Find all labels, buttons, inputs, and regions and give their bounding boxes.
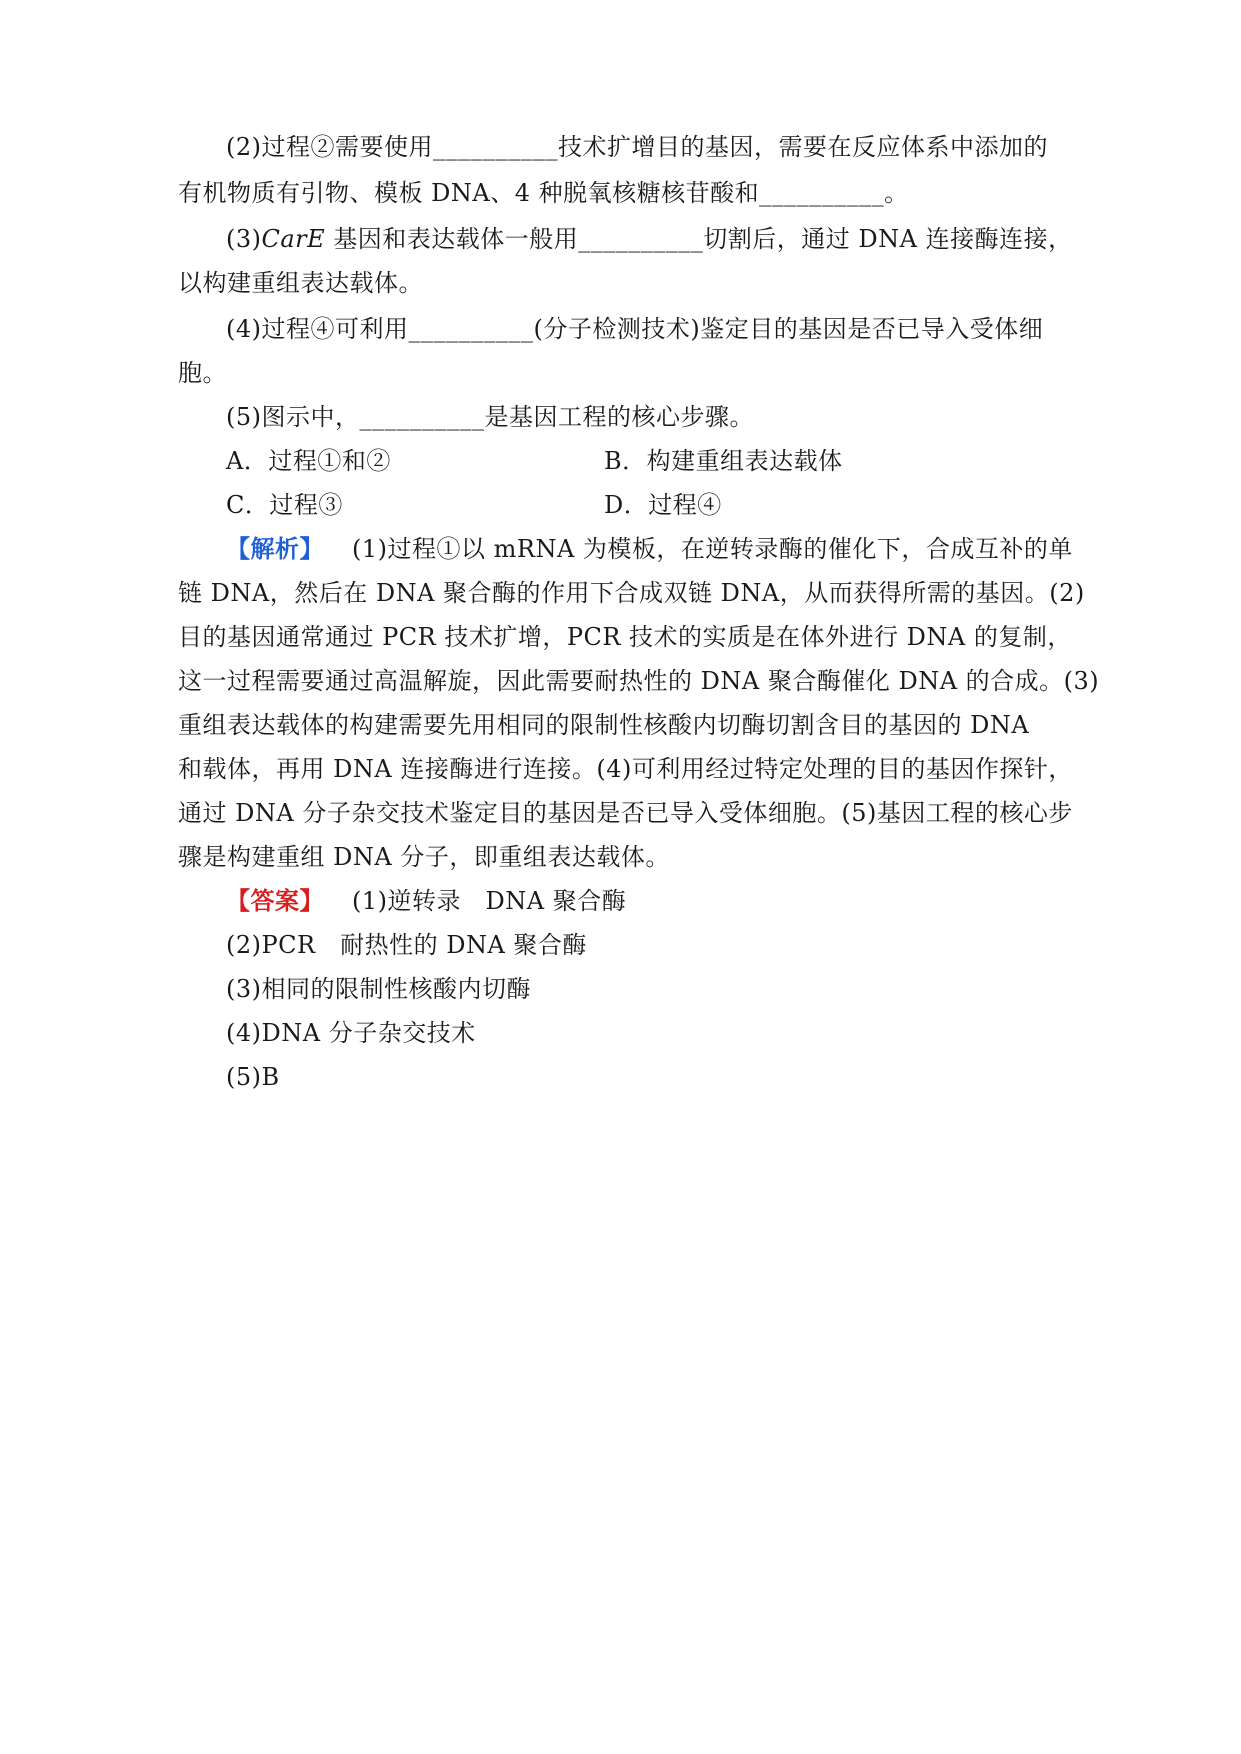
analysis-line-3: 目的基因通常通过 PCR 技术扩增，PCR 技术的实质是在体外进行 DNA 的复制， xyxy=(178,623,1072,651)
question-3-line-1 xyxy=(226,222,1126,256)
question-5: (5)图示中，__________是基因工程的核心步骤。 xyxy=(226,403,754,431)
answer-4: (4)DNA 分子杂交技术 xyxy=(226,1019,476,1047)
analysis-tag: 【解析】 xyxy=(226,534,324,563)
analysis-line-7: 通过 DNA 分子杂交技术鉴定目的基因是否已导入受体细胞。(5)基因工程的核心步 xyxy=(178,799,1073,827)
question-4-line-2: 胞。 xyxy=(178,359,227,387)
analysis-line-6: 和载体，再用 DNA 连接酶进行连接。(4)可利用经过特定处理的目的基因作探针， xyxy=(178,755,1073,783)
question-4-line-1: (4)过程④可利用__________(分子检测技术)鉴定目的基因是否已导入受体细 xyxy=(226,315,1044,343)
gene-name: CarE xyxy=(261,225,326,253)
question-2-line-2: 有机物质有引物、模板 DNA、4 种脱氧核糖核苷酸和__________。 xyxy=(178,179,909,207)
analysis-line-5: 重组表达载体的构建需要先用相同的限制性核酸内切酶切割含目的基因的 DNA xyxy=(178,711,1030,739)
answer-5: (5)B xyxy=(226,1063,280,1091)
answer-line-1 xyxy=(226,884,1126,918)
answer-2: (2)PCR 耐热性的 DNA 聚合酶 xyxy=(226,931,587,959)
option-d: D．过程④ xyxy=(604,491,722,519)
question-3-text: 基因和表达载体一般用__________切割后，通过 DNA 连接酶连接， xyxy=(325,225,1073,253)
answer-1: (1)逆转录 DNA 聚合酶 xyxy=(352,887,627,915)
analysis-line-1 xyxy=(226,532,1126,566)
answer-3: (3)相同的限制性核酸内切酶 xyxy=(226,975,531,1003)
question-3-line-2: 以构建重组表达载体。 xyxy=(178,269,423,297)
option-a: A．过程①和② xyxy=(226,447,391,475)
analysis-text-1: (1)过程①以 mRNA 为模板，在逆转录酶的催化下，合成互补的单 xyxy=(352,535,1073,563)
option-c: C．过程③ xyxy=(226,491,343,519)
question-2-line-1: (2)过程②需要使用__________技术扩增目的基因，需要在反应体系中添加的 xyxy=(226,133,1048,161)
answer-tag: 【答案】 xyxy=(226,886,324,915)
analysis-line-4: 这一过程需要通过高温解旋，因此需要耐热性的 DNA 聚合酶催化 DNA 的合成。(3) xyxy=(178,667,1100,695)
analysis-line-8: 骤是构建重组 DNA 分子，即重组表达载体。 xyxy=(178,843,670,871)
question-3-prefix: (3) xyxy=(226,225,262,253)
analysis-line-2: 链 DNA，然后在 DNA 聚合酶的作用下合成双链 DNA，从而获得所需的基因。(2) xyxy=(178,579,1085,607)
option-b: B．构建重组表达载体 xyxy=(604,447,843,475)
